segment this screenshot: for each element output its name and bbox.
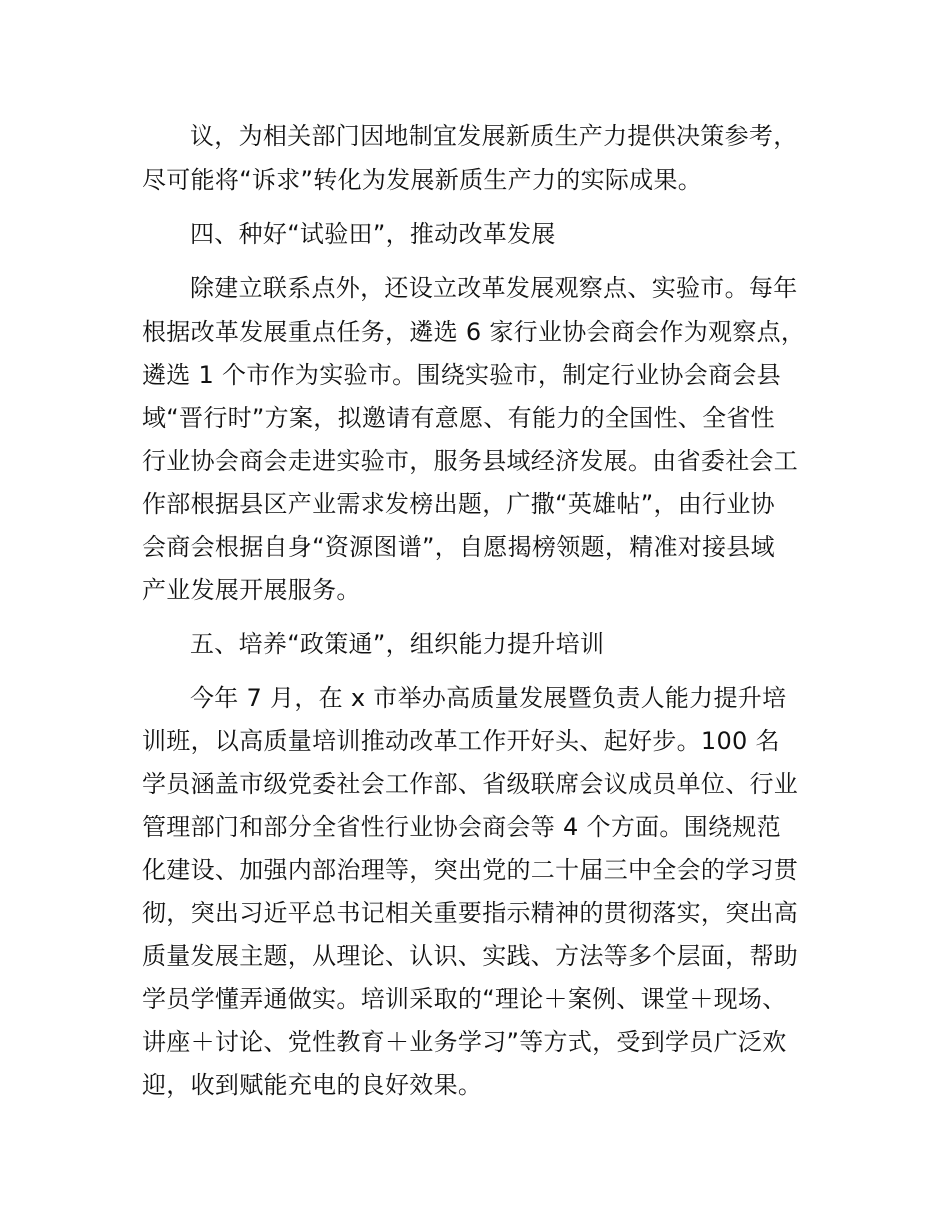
paragraph-3-line-4: 管理部门和部分全省性行业协会商会等 4 个方面。围绕规范 — [142, 813, 781, 841]
paragraph-2-line-5: 行业协会商会走进实验市，服务县域经济发展。由省委社会工 — [142, 447, 799, 475]
paragraph-3-line-1: 今年 7 月，在 x 市举办高质量发展暨负责人能力提升培 — [190, 684, 787, 712]
paragraph-2-line-6: 作部根据县区产业需求发榜出题，广撒“英雄帖”，由行业协 — [142, 490, 775, 518]
paragraph-3-line-7: 质量发展主题，从理论、认识、实践、方法等多个层面，帮助 — [142, 942, 799, 970]
paragraph-2-line-7: 会商会根据自身“资源图谱”，自愿揭榜领题，精准对接县域 — [142, 533, 775, 561]
paragraph-3-line-3: 学员涵盖市级党委社会工作部、省级联席会议成员单位、行业 — [142, 770, 799, 798]
section-heading-5: 五、培养“政策通”，组织能力提升培训 — [190, 630, 605, 658]
paragraph-1-line-1: 议，为相关部门因地制宜发展新质生产力提供决策参考， — [190, 122, 798, 150]
paragraph-3-line-6: 彻，突出习近平总书记相关重要指示精神的贯彻落实，突出高 — [142, 899, 799, 927]
paragraph-1-line-2: 尽可能将“诉求”转化为发展新质生产力的实际成果。 — [142, 166, 703, 194]
paragraph-2-line-8: 产业发展开展服务。 — [142, 576, 361, 604]
paragraph-3-line-9: 讲座＋讨论、党性教育＋业务学习”等方式，受到学员广泛欢 — [142, 1028, 787, 1056]
paragraph-3-line-10: 迎，收到赋能充电的良好效果。 — [142, 1071, 483, 1099]
paragraph-3-line-8: 学员学懂弄通做实。培训采取的“理论＋案例、课堂＋现场、 — [142, 985, 787, 1013]
section-heading-4: 四、种好“试验田”，推动改革发展 — [190, 220, 556, 248]
paragraph-2-line-3: 遴选 1 个市作为实验市。围绕实验市，制定行业协会商会县 — [142, 361, 781, 389]
paragraph-2-line-4: 域“晋行时”方案，拟邀请有意愿、有能力的全国性、全省性 — [142, 404, 775, 432]
paragraph-2-line-2: 根据改革发展重点任务，遴选 6 家行业协会商会作为观察点， — [142, 318, 806, 346]
paragraph-3-line-5: 化建设、加强内部治理等，突出党的二十届三中全会的学习贯 — [142, 856, 799, 884]
paragraph-3-line-2: 训班，以高质量培训推动改革工作开好头、起好步。100 名 — [142, 727, 780, 755]
paragraph-2-line-1: 除建立联系点外，还设立改革发展观察点、实验市。每年 — [190, 274, 798, 302]
